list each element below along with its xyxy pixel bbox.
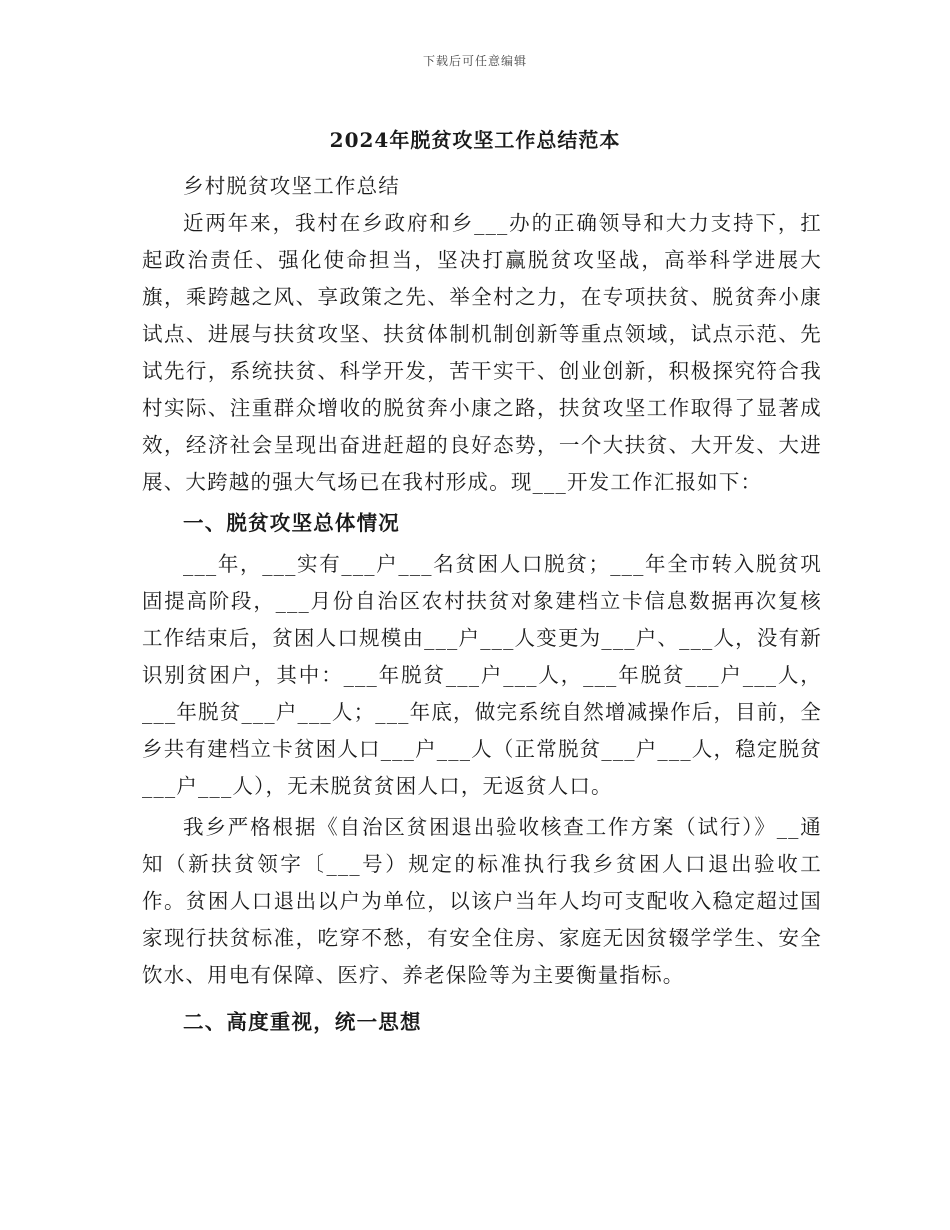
section-heading-2: 二、高度重视，统一思想 (183, 1010, 422, 1034)
document-subtitle: 乡村脱贫攻坚工作总结 (183, 174, 400, 198)
paragraph-section1-2: 我乡严格根据《自治区贫困退出验收核查工作方案（试行）》__通知（新扶贫领字〔___号）规定的标准执行我乡贫困人口退出验收工作。贫困人口退出以户为单位，以该户当年人均可支配收入稳定超过国家现行扶贫标准，吃穿不愁，有安全住房、家庭无因贫辍学学生、安全饮水、用电有保障、医疗、养老保险等为主要衡量指标。 (142, 815, 822, 987)
section-heading-1: 一、脱贫攻坚总体情况 (183, 511, 400, 535)
header-note: 下载后可任意编辑 (422, 54, 527, 68)
document-body (142, 168, 822, 1041)
document-title: 2024年脱贫攻坚工作总结范本 (329, 128, 621, 152)
paragraph-intro: 近两年来，我村在乡政府和乡___办的正确领导和大力支持下，扛起政治责任、强化使命担当，坚决打赢脱贫攻坚战，高举科学进展大旗，乘跨越之风、享政策之先、举全村之力，在专项扶贫、脱贫奔小康试点、进展与扶贫攻坚、扶贫体制机制创新等重点领域，试点示范、先试先行，系统扶贫、科学开发，苦干实干、创业创新，积极探究符合我村实际、注重群众增收的脱贫奔小康之路，扶贫攻坚工作取得了显著成效，经济社会呈现出奋进赶超的良好态势，一个大扶贫、大开发、大进展、大跨越的强大气场已在我村形成。现___开发工作汇报如下： (142, 211, 822, 494)
paragraph-section1-1: ___年，___实有___户___名贫困人口脱贫；___年全市转入脱贫巩固提高阶段，___月份自治区农村扶贫对象建档立卡信息数据再次复核工作结束后，贫困人口规模由___户___人变更为___户、___人，没有新识别贫困户，其中：___年脱贫___户___人，___年脱贫___户___人，___年脱贫___户___人；___年底，做完系统自然增减操作后，目前，全乡共有建档立卡贫困人口___户___人（正常脱贫___户___人，稳定脱贫___户___人），无未脱贫贫困人口，无返贫人口。 (142, 552, 822, 798)
